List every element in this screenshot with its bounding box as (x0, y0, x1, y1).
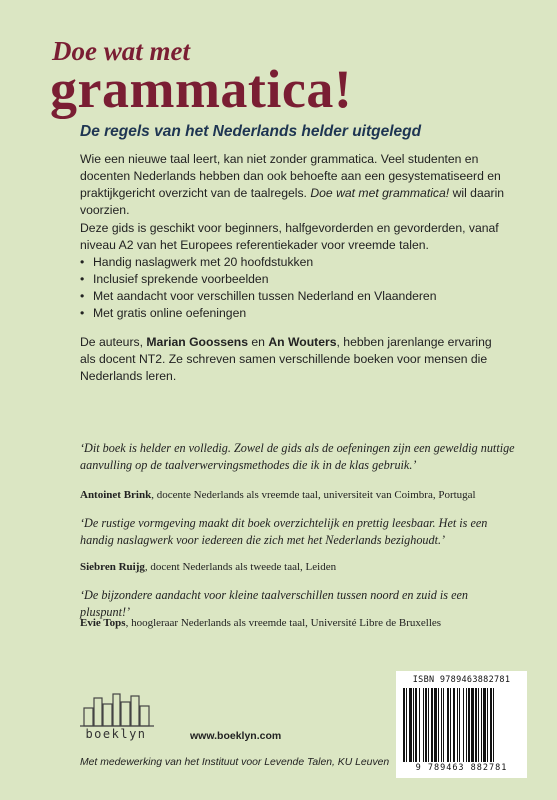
reviewer-role: , docente Nederlands als vreemde taal, universiteit van Coimbra, Portugal (151, 489, 476, 501)
publisher-website-link[interactable]: www.boeklyn.com (190, 730, 282, 742)
isbn-barcode (396, 671, 527, 778)
reviewer-name: Evie Tops (80, 617, 126, 629)
intro-text: Wie een nieuwe taal leert, kan niet zonder grammatica. Veel studenten en docenten Nederlands hebben dan ook behoefte aan een gesystematiseerd en praktijkgericht overzicht van de taalregels. (80, 152, 501, 200)
isbn-label: ISBN 9789463882781 (412, 675, 511, 685)
barcode-bars-icon (403, 688, 520, 762)
authors-connector: en (251, 335, 265, 349)
review-attribution-1 (80, 489, 540, 501)
review-quote-3: ‘De bijzondere aandacht voor kleine taalverschillen tussen noord en zuid is een pluspunt!’ (80, 588, 468, 619)
feature-item: • Met gratis online oefeningen (80, 305, 510, 322)
collaboration-note: Met medewerking van het Instituut voor Levende Talen, KU Leuven (80, 757, 390, 768)
feature-list (80, 254, 510, 322)
subtitle: De regels van het Nederlands helder uitgelegd (80, 123, 422, 140)
feature-item: • Met aandacht voor verschillen tussen Nederland en Vlaanderen (80, 288, 510, 305)
author-1: Marian Goossens (146, 335, 249, 349)
review-attribution-2 (80, 561, 540, 573)
boeklyn-logo-icon (80, 686, 160, 756)
feature-item: • Handig naslagwerk met 20 hoofdstukken (80, 254, 510, 271)
reviewer-name: Antoinet Brink (80, 489, 152, 501)
review-quote-2: ‘De rustige vormgeving maakt dit boek overzichtelijk en prettig leesbaar. Het is een handig naslagwerk voor iedereen die zich met het Nederlands bezighoudt.’ (80, 516, 488, 547)
intro-paragraph-1 (80, 151, 510, 219)
authors-prefix: De auteurs, (80, 335, 144, 349)
reviewer-role: , docent Nederlands als tweede taal, Leiden (144, 561, 337, 573)
publisher-logo-text: boeklyn (85, 727, 147, 741)
review-attribution-3 (80, 617, 540, 629)
intro-end: wil daarin voorzien. (80, 186, 505, 217)
reviewer-role: , hoogleraar Nederlands als vreemde taal, Université Libre de Bruxelles (125, 617, 442, 629)
title-line-2: grammatica! (50, 59, 353, 119)
review-quote-1: ‘Dit boek is helder en volledig. Zowel de gids als de oefeningen zijn een geweldig nuttige aanvulling op de taalverwervingsmethodes die ik in de klas gebruik.’ (80, 441, 515, 472)
authors-paragraph (80, 334, 510, 385)
authors-suffix: , hebben jarenlange ervaring als docent NT2. Ze schreven samen verschillende boeken voor mensen die Nederlands leren. (80, 335, 492, 383)
intro-title-reference: Doe wat met grammatica! (310, 186, 450, 200)
isbn-digits: 9 789463 882781 (415, 763, 508, 773)
reviewer-name: Siebren Ruijg (80, 561, 145, 573)
title-line-1: Doe wat met (52, 36, 190, 66)
intro-paragraph-2: Deze gids is geschikt voor beginners, halfgevorderden en gevorderden, vanaf niveau A2 van het Europees referentiekader voor vreemde talen. (80, 221, 499, 252)
author-2: An Wouters (268, 335, 337, 349)
feature-item: • Inclusief sprekende voorbeelden (80, 271, 510, 288)
